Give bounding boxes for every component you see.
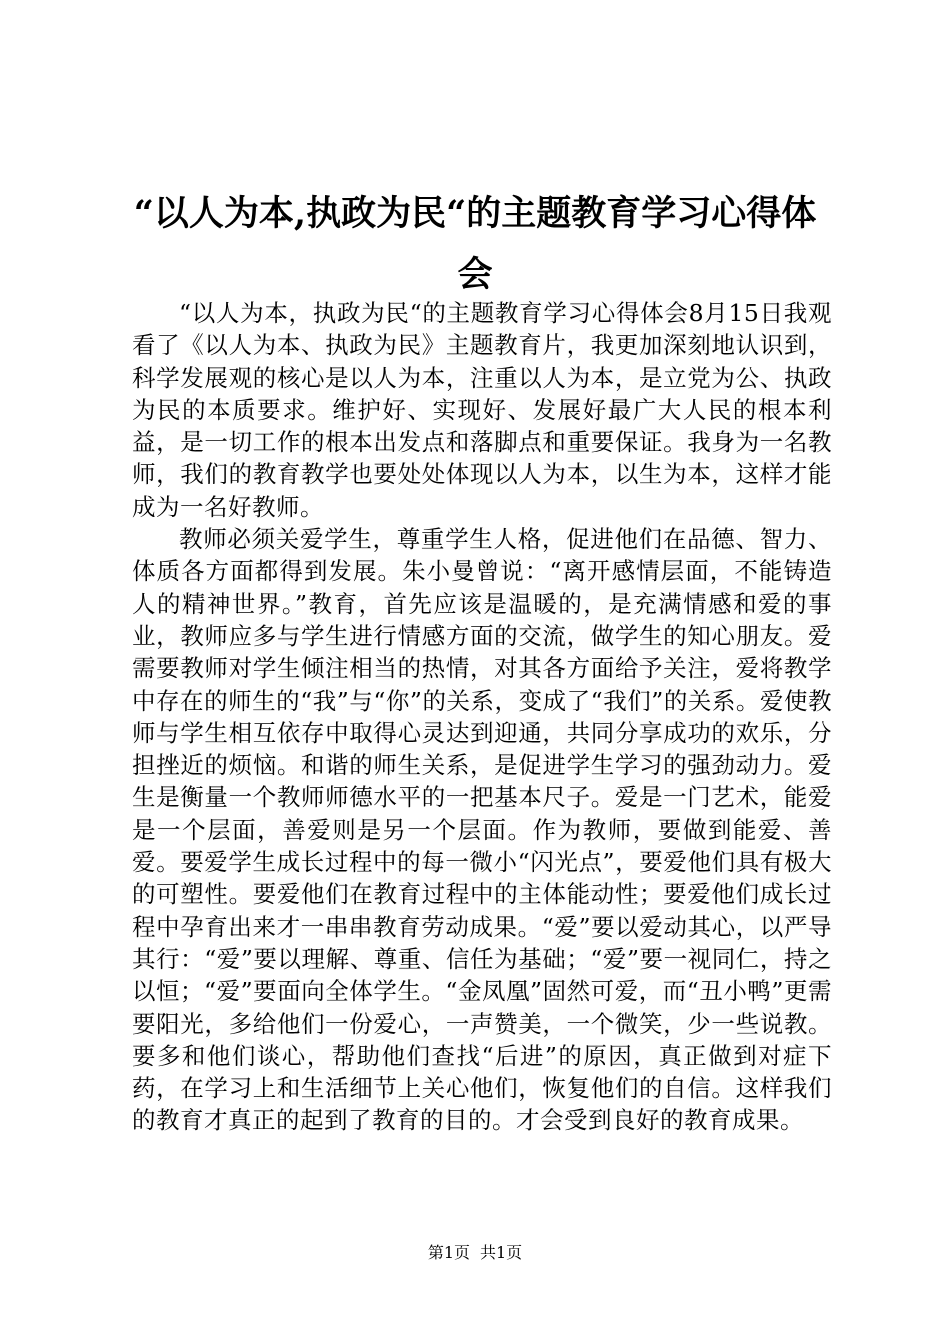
- paragraph-1: “以人为本，执政为民“的主题教育学习心得体会8月15日我观看了《以人为本、执政为民》主题教育片，我更加深刻地认识到，科学发展观的核心是以人为本，注重以人为本，是立党为公、执政为民的本质要求。维护好、实现好、发展好最广大人民的根本利益，是一切工作的根本出发点和落脚点和重要保证。我身为一名教师，我们的教育教学也要处处体现以人为本，以生为本，这样才能成为一名好教师。: [132, 299, 832, 521]
- page-number-total: 共1页: [480, 1243, 523, 1262]
- page-number-current: 第1页: [427, 1243, 470, 1262]
- paragraph-2: 教师必须关爱学生，尊重学生人格，促进他们在品德、智力、体质各方面都得到发展。朱小曼曾说：“离开感情层面，不能铸造人的精神世界。”教育，首先应该是温暖的，是充满情感和爱的事业，教师应多与学生进行情感方面的交流，做学生的知心朋友。爱需要教师对学生倾注相当的热情，对其各方面给予关注，爱将教学中存在的师生的“我”与“你”的关系，变成了“我们”的关系。爱使教师与学生相互依存中取得心灵达到迎通，共同分享成功的欢乐，分担挫近的烦恼。和谐的师生关系，是促进学生学习的强劲动力。爱生是衡量一个教师师德水平的一把基本尺子。爱是一门艺术，能爱是一个层面，善爱则是另一个层面。作为教师，要做到能爱、善爱。要爱学生成长过程中的每一微小“闪光点”，要爱他们具有极大的可塑性。要爱他们在教育过程中的主体能动性；要爱他们成长过程中孕育出来才一串串教育劳动成果。“爱”要以爱动其心，以严导其行：“爱”要以理解、尊重、信任为基础；“爱”要一视同仁，持之以恒；“爱”要面向全体学生。“金凤凰”固然可爱，而“丑小鸭”更需要阳光，多给他们一份爱心，一声赞美，一个微笑，少一些说教。要多和他们谈心，帮助他们查找“后进”的原因，真正做到对症下药，在学习上和生活细节上关心他们，恢复他们的自信。这样我们的教育才真正的起到了教育的目的。才会受到良好的教育成果。: [132, 525, 832, 1135]
- document-body: [132, 297, 832, 1137]
- document-title: “以人为本,执政为民“的主题教育学习心得体会: [133, 193, 817, 295]
- page-footer: [0, 1241, 950, 1265]
